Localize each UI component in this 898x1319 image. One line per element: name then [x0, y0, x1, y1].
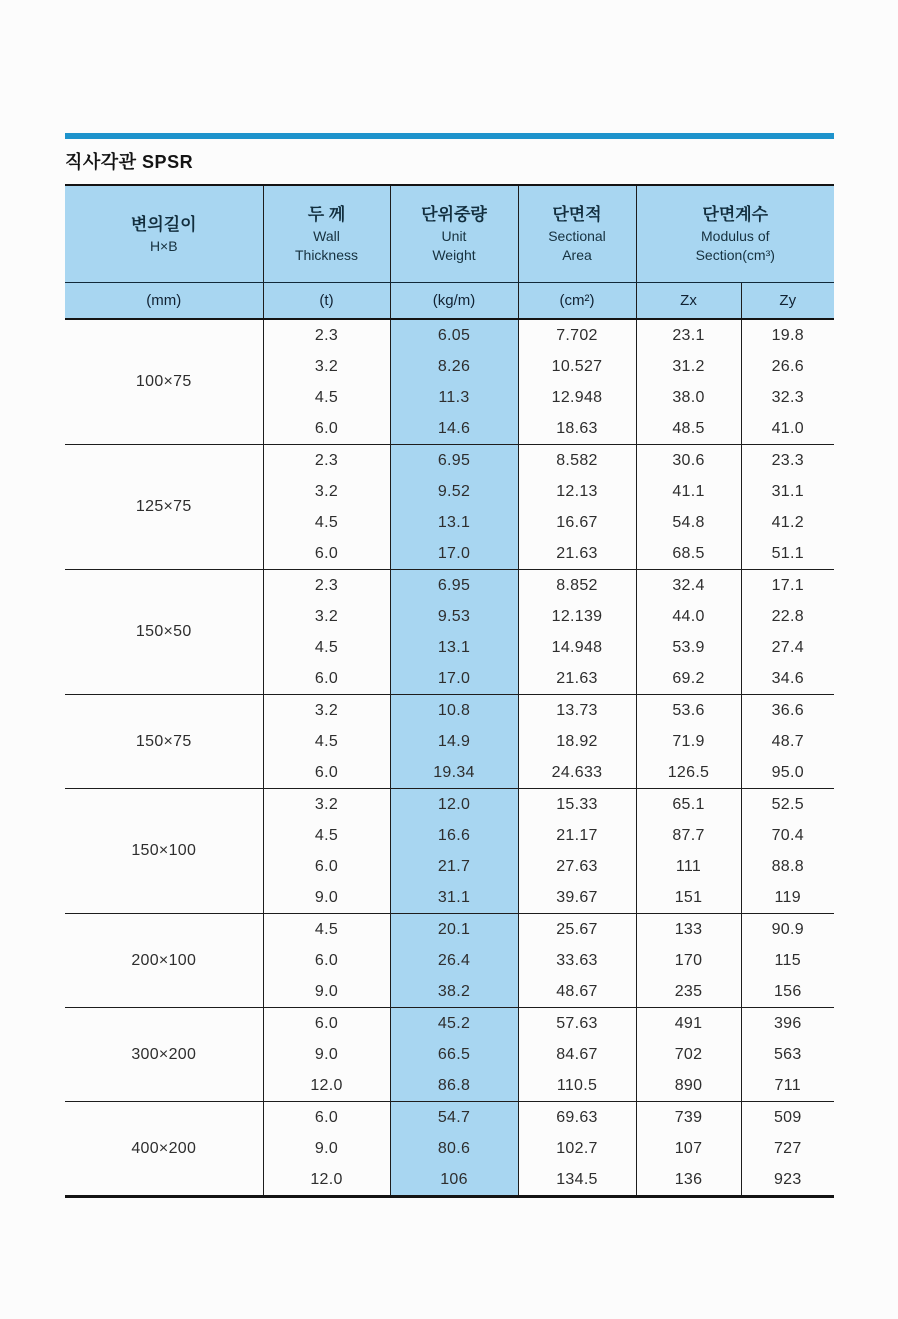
header-sectional-area-ko: 단면적: [552, 205, 602, 224]
spec-table-header: [65, 185, 834, 319]
cell-unit-weight: 21.7: [390, 851, 518, 882]
cell-unit-weight: 45.2: [390, 1008, 518, 1040]
cell-zx: 235: [636, 976, 741, 1008]
cell-zx: 53.6: [636, 695, 741, 727]
cell-zx: 44.0: [636, 601, 741, 632]
cell-area: 10.527: [518, 351, 636, 382]
table-row: [65, 789, 834, 821]
header-unit-weight-ko: 단위중량: [421, 205, 487, 224]
cell-zy: 48.7: [741, 726, 834, 757]
cell-zy: 19.8: [741, 319, 834, 351]
header-side-length-en: H×B: [149, 237, 178, 254]
table-row: [65, 1008, 834, 1040]
cell-size: 400×200: [65, 1102, 263, 1197]
cell-area: 13.73: [518, 695, 636, 727]
spec-table: [65, 184, 834, 1198]
cell-area: 21.63: [518, 663, 636, 695]
cell-thickness: 9.0: [263, 1039, 390, 1070]
cell-thickness: 6.0: [263, 851, 390, 882]
cell-zx: 30.6: [636, 445, 741, 477]
cell-unit-weight: 6.05: [390, 319, 518, 351]
cell-area: 16.67: [518, 507, 636, 538]
header-row-main: [65, 185, 834, 283]
cell-unit-weight: 14.6: [390, 413, 518, 445]
cell-unit-weight: 26.4: [390, 945, 518, 976]
cell-zy: 396: [741, 1008, 834, 1040]
spec-table-body: [65, 319, 834, 1197]
cell-zy: 95.0: [741, 757, 834, 789]
cell-thickness: 6.0: [263, 538, 390, 570]
cell-zy: 17.1: [741, 570, 834, 602]
cell-zy: 727: [741, 1133, 834, 1164]
cell-zy: 119: [741, 882, 834, 914]
cell-zy: 41.0: [741, 413, 834, 445]
cell-unit-weight: 86.8: [390, 1070, 518, 1102]
cell-zx: 133: [636, 914, 741, 946]
cell-zy: 26.6: [741, 351, 834, 382]
cell-thickness: 4.5: [263, 382, 390, 413]
cell-unit-weight: 9.53: [390, 601, 518, 632]
cell-unit-weight: 20.1: [390, 914, 518, 946]
unit-cm2: (cm²): [518, 283, 636, 320]
cell-unit-weight: 9.52: [390, 476, 518, 507]
cell-area: 57.63: [518, 1008, 636, 1040]
cell-area: 18.92: [518, 726, 636, 757]
cell-size: 200×100: [65, 914, 263, 1008]
cell-zx: 31.2: [636, 351, 741, 382]
cell-thickness: 3.2: [263, 351, 390, 382]
cell-thickness: 6.0: [263, 1102, 390, 1134]
cell-zy: 23.3: [741, 445, 834, 477]
cell-thickness: 3.2: [263, 789, 390, 821]
header-wall-thickness-en1: Wall: [313, 228, 340, 244]
cell-zx: 126.5: [636, 757, 741, 789]
cell-unit-weight: 19.34: [390, 757, 518, 789]
cell-area: 21.63: [518, 538, 636, 570]
cell-zy: 711: [741, 1070, 834, 1102]
cell-zx: 23.1: [636, 319, 741, 351]
cell-zx: 68.5: [636, 538, 741, 570]
cell-zx: 151: [636, 882, 741, 914]
cell-thickness: 4.5: [263, 632, 390, 663]
header-wall-thickness-ko: 두 께: [307, 205, 346, 224]
cell-unit-weight: 106: [390, 1164, 518, 1197]
cell-thickness: 3.2: [263, 695, 390, 727]
cell-zy: 34.6: [741, 663, 834, 695]
cell-unit-weight: 54.7: [390, 1102, 518, 1134]
cell-area: 39.67: [518, 882, 636, 914]
cell-zy: 27.4: [741, 632, 834, 663]
cell-unit-weight: 14.9: [390, 726, 518, 757]
header-section-modulus: [636, 185, 834, 283]
header-sectional-area-en1: Sectional: [548, 228, 606, 244]
cell-thickness: 9.0: [263, 882, 390, 914]
cell-area: 12.139: [518, 601, 636, 632]
cell-zx: 739: [636, 1102, 741, 1134]
cell-thickness: 9.0: [263, 1133, 390, 1164]
cell-size: 150×50: [65, 570, 263, 695]
cell-thickness: 2.3: [263, 319, 390, 351]
table-row: [65, 570, 834, 602]
cell-area: 7.702: [518, 319, 636, 351]
cell-size: 150×75: [65, 695, 263, 789]
cell-zx: 107: [636, 1133, 741, 1164]
unit-kg-m: (kg/m): [390, 283, 518, 320]
cell-unit-weight: 31.1: [390, 882, 518, 914]
cell-unit-weight: 66.5: [390, 1039, 518, 1070]
cell-zy: 32.3: [741, 382, 834, 413]
cell-area: 27.63: [518, 851, 636, 882]
cell-zy: 36.6: [741, 695, 834, 727]
header-section-modulus-ko: 단면계수: [702, 205, 769, 224]
page-title: 직사각관 SPSR: [65, 152, 194, 172]
cell-zy: 70.4: [741, 820, 834, 851]
cell-area: 24.633: [518, 757, 636, 789]
cell-zy: 156: [741, 976, 834, 1008]
header-row-units: [65, 283, 834, 320]
cell-area: 14.948: [518, 632, 636, 663]
accent-rule: [65, 133, 834, 139]
cell-thickness: 9.0: [263, 976, 390, 1008]
cell-zy: 52.5: [741, 789, 834, 821]
header-sectional-area: [518, 185, 636, 283]
table-row: [65, 445, 834, 477]
cell-unit-weight: 6.95: [390, 445, 518, 477]
cell-area: 12.948: [518, 382, 636, 413]
cell-unit-weight: 8.26: [390, 351, 518, 382]
table-row: [65, 319, 834, 351]
cell-thickness: 4.5: [263, 507, 390, 538]
cell-area: 18.63: [518, 413, 636, 445]
cell-thickness: 12.0: [263, 1070, 390, 1102]
cell-zy: 563: [741, 1039, 834, 1070]
cell-size: 100×75: [65, 319, 263, 445]
unit-t: (t): [263, 283, 390, 320]
cell-unit-weight: 13.1: [390, 632, 518, 663]
cell-area: 102.7: [518, 1133, 636, 1164]
cell-thickness: 3.2: [263, 601, 390, 632]
cell-thickness: 2.3: [263, 445, 390, 477]
cell-area: 84.67: [518, 1039, 636, 1070]
cell-area: 69.63: [518, 1102, 636, 1134]
cell-zx: 890: [636, 1070, 741, 1102]
cell-unit-weight: 13.1: [390, 507, 518, 538]
cell-unit-weight: 12.0: [390, 789, 518, 821]
cell-thickness: 6.0: [263, 413, 390, 445]
cell-zy: 90.9: [741, 914, 834, 946]
cell-thickness: 4.5: [263, 914, 390, 946]
cell-zy: 41.2: [741, 507, 834, 538]
cell-zx: 32.4: [636, 570, 741, 602]
cell-area: 12.13: [518, 476, 636, 507]
cell-zx: 87.7: [636, 820, 741, 851]
cell-zx: 702: [636, 1039, 741, 1070]
header-section-modulus-en2: Section(cm³): [695, 247, 775, 263]
cell-zy: 51.1: [741, 538, 834, 570]
cell-thickness: 4.5: [263, 820, 390, 851]
cell-unit-weight: 6.95: [390, 570, 518, 602]
header-unit-weight-en1: Unit: [441, 228, 467, 244]
subheader-zx: Zx: [636, 283, 741, 320]
cell-zx: 491: [636, 1008, 741, 1040]
cell-zx: 69.2: [636, 663, 741, 695]
cell-area: 8.852: [518, 570, 636, 602]
cell-area: 21.17: [518, 820, 636, 851]
cell-zy: 923: [741, 1164, 834, 1197]
cell-zx: 48.5: [636, 413, 741, 445]
cell-size: 125×75: [65, 445, 263, 570]
cell-unit-weight: 80.6: [390, 1133, 518, 1164]
cell-zy: 88.8: [741, 851, 834, 882]
table-row: [65, 1102, 834, 1134]
cell-thickness: 12.0: [263, 1164, 390, 1197]
cell-zx: 54.8: [636, 507, 741, 538]
cell-area: 134.5: [518, 1164, 636, 1197]
cell-unit-weight: 16.6: [390, 820, 518, 851]
table-row: [65, 914, 834, 946]
cell-area: 8.582: [518, 445, 636, 477]
header-section-modulus-en1: Modulus of: [701, 228, 770, 244]
header-wall-thickness-en2: Thickness: [294, 247, 359, 263]
cell-thickness: 6.0: [263, 757, 390, 789]
cell-unit-weight: 17.0: [390, 663, 518, 695]
cell-area: 15.33: [518, 789, 636, 821]
cell-unit-weight: 11.3: [390, 382, 518, 413]
cell-unit-weight: 17.0: [390, 538, 518, 570]
cell-zx: 65.1: [636, 789, 741, 821]
header-unit-weight-en2: Weight: [432, 247, 476, 263]
cell-thickness: 6.0: [263, 663, 390, 695]
cell-thickness: 6.0: [263, 1008, 390, 1040]
cell-thickness: 4.5: [263, 726, 390, 757]
cell-zy: 115: [741, 945, 834, 976]
cell-zx: 41.1: [636, 476, 741, 507]
header-side-length-ko: 변의길이: [130, 214, 197, 234]
cell-zy: 22.8: [741, 601, 834, 632]
cell-zx: 170: [636, 945, 741, 976]
cell-area: 25.67: [518, 914, 636, 946]
cell-thickness: 3.2: [263, 476, 390, 507]
cell-zx: 111: [636, 851, 741, 882]
cell-area: 110.5: [518, 1070, 636, 1102]
cell-area: 48.67: [518, 976, 636, 1008]
header-unit-weight: [390, 185, 518, 283]
cell-size: 150×100: [65, 789, 263, 914]
subheader-zy: Zy: [741, 283, 834, 320]
unit-mm: (mm): [65, 283, 263, 320]
cell-zx: 38.0: [636, 382, 741, 413]
header-side-length: [65, 185, 263, 283]
cell-area: 33.63: [518, 945, 636, 976]
header-sectional-area-en2: Area: [562, 247, 592, 263]
cell-zy: 509: [741, 1102, 834, 1134]
table-row: [65, 695, 834, 727]
cell-zy: 31.1: [741, 476, 834, 507]
cell-unit-weight: 10.8: [390, 695, 518, 727]
cell-thickness: 2.3: [263, 570, 390, 602]
cell-zx: 53.9: [636, 632, 741, 663]
header-wall-thickness: [263, 185, 390, 283]
cell-thickness: 6.0: [263, 945, 390, 976]
cell-zx: 136: [636, 1164, 741, 1197]
cell-zx: 71.9: [636, 726, 741, 757]
cell-unit-weight: 38.2: [390, 976, 518, 1008]
cell-size: 300×200: [65, 1008, 263, 1102]
